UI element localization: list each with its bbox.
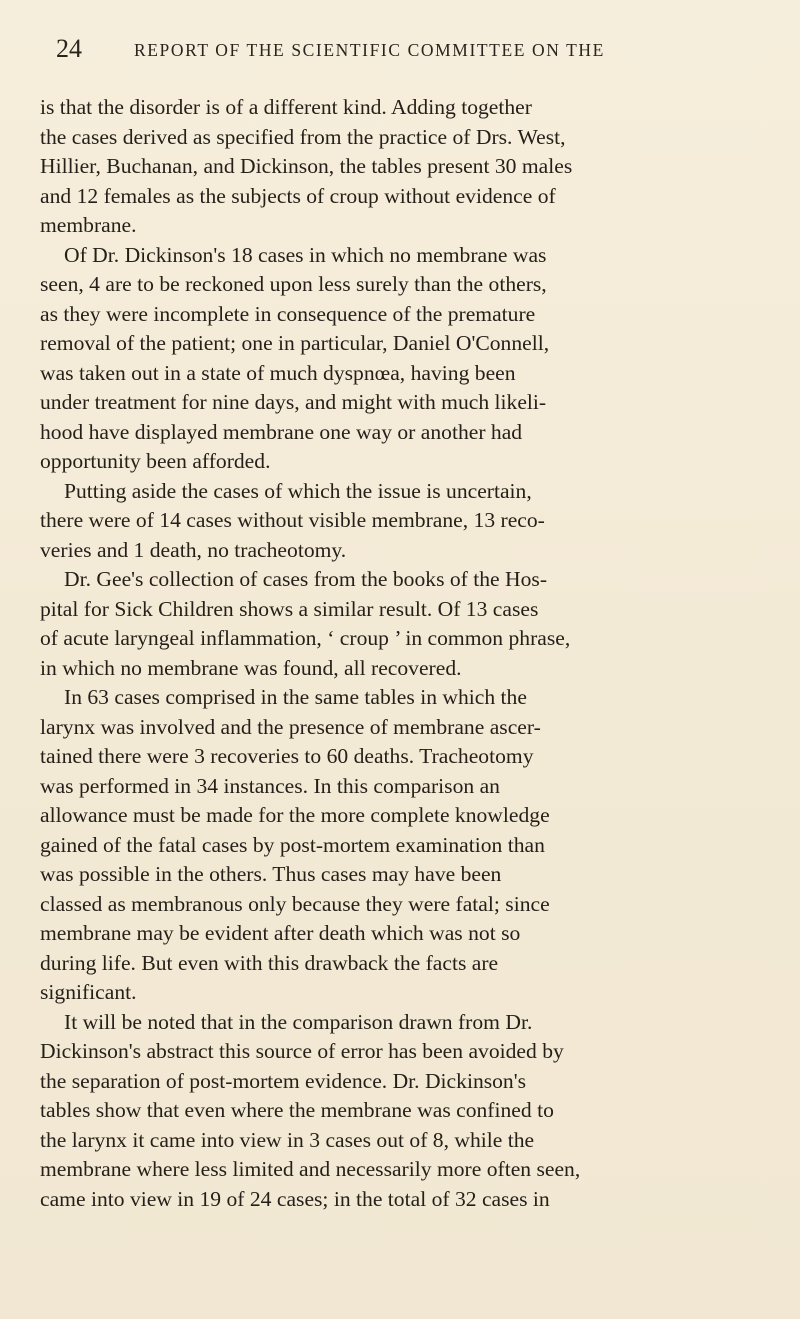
text-line: Hillier, Buchanan, and Dickinson, the tables present 30 males [40,154,573,178]
text-line: Of Dr. Dickinson's 18 cases in which no membrane was [64,242,547,267]
text-line: hood have displayed membrane one way or another had [40,419,523,444]
running-head: REPORT OF THE SCIENTIFIC COMMITTEE ON THE [134,40,605,60]
body-text [40,93,774,1214]
text-line: classed as membranous only because they were fatal; since [40,891,550,916]
text-line: tables show that even where the membrane was confined to [40,1098,554,1122]
text-line: membrane. [40,213,137,237]
text-line: the separation of post-mortem evidence. Dr. Dickinson's [40,1068,527,1093]
text-line: is that the disorder is of a different kind. Adding together [40,95,532,119]
text-line: removal of the patient; one in particular, Daniel O'Connell, [40,331,550,355]
text-line: of acute laryngeal inflammation, ‘ croup ’ in common phrase, [40,626,571,650]
page-number: 24 [56,34,82,63]
text-line: allowance must be made for the more complete knowledge [40,803,550,827]
page-header [56,34,756,74]
text-line: Dickinson's abstract this source of error has been avoided by [40,1039,564,1063]
text-line: tained there were 3 recoveries to 60 deaths. Tracheotomy [40,744,534,768]
text-line: seen, 4 are to be reckoned upon less surely than the others, [40,272,547,296]
text-line: in which no membrane was found, all recovered. [40,655,462,680]
text-line: pital for Sick Children shows a similar result. Of 13 cases [40,596,539,621]
text-line: Dr. Gee's collection of cases from the books of the Hos- [64,567,548,591]
text-line: was taken out in a state of much dyspnœa, having been [40,360,516,385]
text-line: membrane may be evident after death which was not so [40,921,521,945]
text-line: opportunity been afforded. [40,449,271,473]
text-line: was performed in 34 instances. In this comparison an [40,773,500,798]
text-line: came into view in 19 of 24 cases; in the total of 32 cases in [40,1186,550,1211]
text-line: membrane where less limited and necessarily more often seen, [40,1157,581,1181]
text-line: larynx was involved and the presence of membrane ascer- [40,714,541,739]
text-line: In 63 cases comprised in the same tables in which the [64,685,527,709]
text-line: was possible in the others. Thus cases may have been [40,862,502,886]
text-line: and 12 females as the subjects of croup without evidence of [40,183,556,208]
text-line: veries and 1 death, no tracheotomy. [40,537,347,562]
text-line: Putting aside the cases of which the issue is uncertain, [64,478,532,503]
text-line: It will be noted that in the comparison drawn from Dr. [64,1009,533,1034]
text-line: there were of 14 cases without visible membrane, 13 reco- [40,508,545,532]
text-line: significant. [40,980,137,1004]
text-line: the cases derived as specified from the practice of Drs. West, [40,124,566,149]
text-line: under treatment for nine days, and might with much likeli- [40,390,547,414]
text-line: during life. But even with this drawback the facts are [40,950,499,975]
text-line: gained of the fatal cases by post-mortem examination than [40,832,545,857]
text-line: the larynx it came into view in 3 cases out of 8, while the [40,1127,535,1152]
text-line: as they were incomplete in consequence of the premature [40,301,536,326]
